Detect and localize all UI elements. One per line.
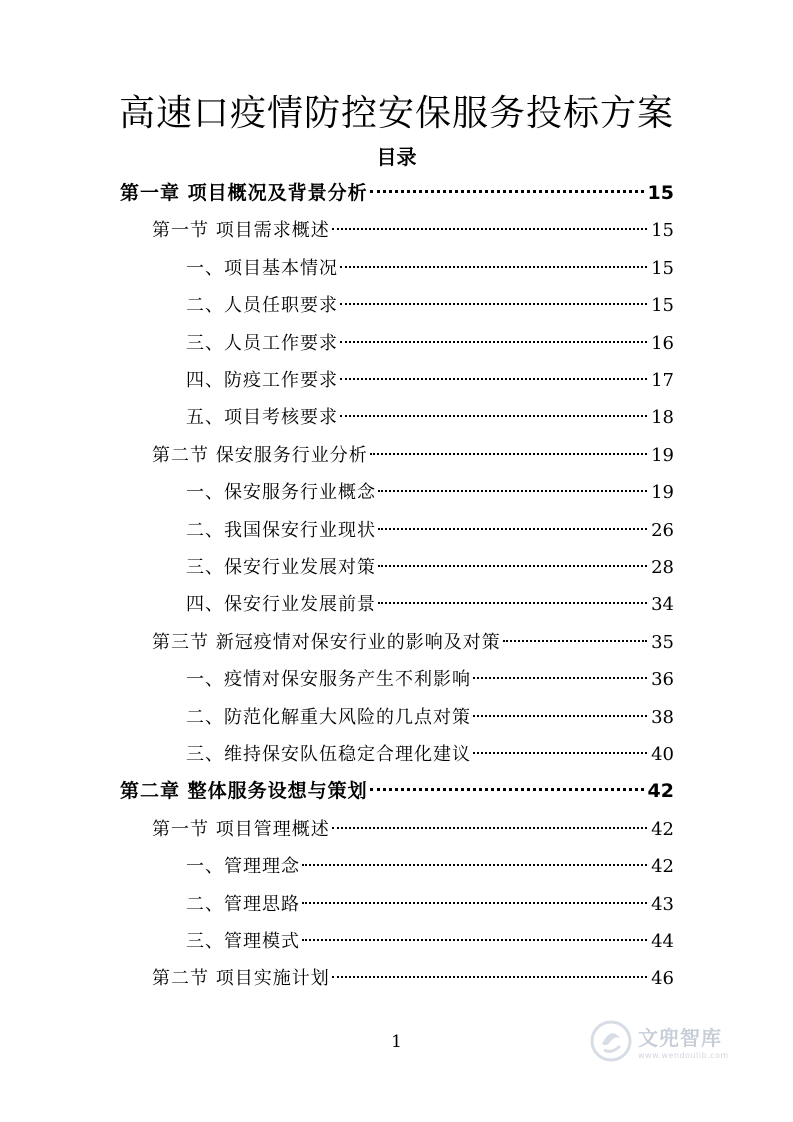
toc-entry[interactable]: [186, 399, 674, 436]
toc-entry-label: 一、管理理念: [186, 856, 300, 878]
toc-entry[interactable]: [186, 886, 674, 923]
toc-entry-page: 16: [651, 332, 674, 354]
toc-leader-dots: [370, 453, 647, 455]
toc-entry-page: 34: [651, 594, 674, 616]
toc-leader-dots: [473, 677, 647, 679]
toc-entry[interactable]: [120, 175, 674, 212]
toc-entry-label: 四、保安行业发展前景: [186, 594, 376, 616]
toc-leader-dots: [340, 266, 647, 268]
toc-leader-dots: [378, 528, 647, 530]
toc-entry[interactable]: [186, 287, 674, 324]
toc-entry-label: 二、管理思路: [186, 893, 300, 915]
toc-entry-page: 19: [651, 444, 674, 466]
toc-entry[interactable]: [186, 848, 674, 885]
toc-entry[interactable]: [186, 474, 674, 511]
toc-entry-label: 三、维持保安队伍稳定合理化建议: [186, 744, 471, 765]
toc-leader-dots: [332, 976, 647, 978]
watermark: [590, 1020, 729, 1062]
toc-entry-page: 44: [651, 931, 674, 952]
toc-entry-page: 42: [651, 818, 674, 840]
toc-leader-dots: [302, 864, 647, 866]
toc-leader-dots: [378, 602, 647, 604]
toc-entry-page: 28: [651, 557, 674, 578]
toc-entry[interactable]: [120, 773, 674, 810]
toc-entry-page: 15: [647, 182, 674, 204]
toc-leader-dots: [340, 378, 647, 380]
toc-entry-label: 二、防范化解重大风险的几点对策: [186, 706, 471, 728]
toc-entry[interactable]: [152, 437, 674, 474]
toc-entry-label: 第一章 项目概况及背景分析: [120, 182, 368, 204]
toc-entry-label: 一、保安服务行业概念: [186, 482, 376, 504]
watermark-subtext: www.wendoulib.com: [638, 1051, 729, 1060]
wendou-logo-icon: [590, 1020, 632, 1062]
toc-entry-page: 15: [651, 257, 674, 279]
toc-entry-page: 15: [651, 295, 674, 317]
toc-entry-label: 三、保安行业发展对策: [186, 557, 376, 578]
toc-entry[interactable]: [186, 325, 674, 362]
toc-leader-dots: [302, 902, 647, 904]
toc-entry-label: 二、人员任职要求: [186, 295, 338, 317]
toc-entry-label: 三、管理模式: [186, 931, 300, 952]
toc-leader-dots: [473, 715, 647, 717]
toc-entry-label: 第二节 项目实施计划: [152, 968, 330, 990]
toc-leader-dots: [332, 228, 647, 230]
toc-entry-label: 二、我国保安行业现状: [186, 519, 376, 541]
toc-leader-dots: [370, 190, 644, 193]
toc-leader-dots: [378, 565, 647, 567]
toc-entry-page: 15: [651, 220, 674, 242]
toc-entry[interactable]: [186, 736, 674, 773]
toc-leader-dots: [340, 341, 647, 343]
watermark-text: 文兜智库: [638, 1026, 722, 1050]
toc-entry-label: 一、项目基本情况: [186, 257, 338, 279]
toc-entry[interactable]: [186, 549, 674, 586]
toc-leader-dots: [378, 490, 647, 492]
toc-entry-page: 35: [651, 631, 674, 653]
toc-entry-page: 46: [651, 968, 674, 990]
toc-entry[interactable]: [152, 960, 674, 997]
toc-entry[interactable]: [186, 512, 674, 549]
toc-entry-label: 三、人员工作要求: [186, 332, 338, 354]
toc-entry-label: 第一节 项目需求概述: [152, 220, 330, 242]
toc-entry-label: 第三节 新冠疫情对保安行业的影响及对策: [152, 631, 501, 653]
toc-entry[interactable]: [186, 661, 674, 698]
toc-entry-page: 40: [651, 744, 674, 765]
toc-leader-dots: [340, 303, 647, 305]
toc-leader-dots: [332, 827, 647, 829]
toc-entry-page: 42: [651, 856, 674, 878]
toc-entry-page: 43: [651, 893, 674, 915]
toc-entry-label: 五、项目考核要求: [186, 407, 338, 429]
page-number: 1: [391, 1032, 402, 1052]
toc-entry[interactable]: [186, 923, 674, 960]
toc-entry-page: 42: [647, 780, 674, 803]
toc-entry-page: 17: [651, 370, 674, 391]
toc-heading: 目录: [376, 145, 417, 169]
toc-entry[interactable]: [152, 212, 674, 249]
toc-entry[interactable]: [186, 250, 674, 287]
toc-entry-page: 18: [651, 407, 674, 429]
toc-leader-dots: [370, 788, 644, 791]
toc-entry-label: 第二节 保安服务行业分析: [152, 444, 368, 466]
toc-leader-dots: [302, 939, 647, 941]
toc-leader-dots: [503, 640, 647, 642]
toc-entry-label: 一、疫情对保安服务产生不利影响: [186, 669, 471, 691]
toc-entry-label: 第二章 整体服务设想与策划: [120, 780, 368, 803]
toc-entry[interactable]: [186, 586, 674, 623]
toc-leader-dots: [340, 415, 647, 417]
toc-entry[interactable]: [152, 811, 674, 848]
toc-entry-page: 36: [651, 669, 674, 691]
toc-entry[interactable]: [152, 624, 674, 661]
toc-entry-label: 第一节 项目管理概述: [152, 818, 330, 840]
toc-entry-page: 19: [651, 482, 674, 504]
toc-entry-page: 26: [651, 519, 674, 541]
toc-entry[interactable]: [186, 362, 674, 399]
toc-entry-page: 38: [651, 706, 674, 728]
document-title: 高速口疫情防控安保服务投标方案: [118, 93, 674, 134]
toc-entry-label: 四、防疫工作要求: [186, 370, 338, 391]
toc-entry[interactable]: [186, 699, 674, 736]
toc-leader-dots: [473, 752, 647, 754]
